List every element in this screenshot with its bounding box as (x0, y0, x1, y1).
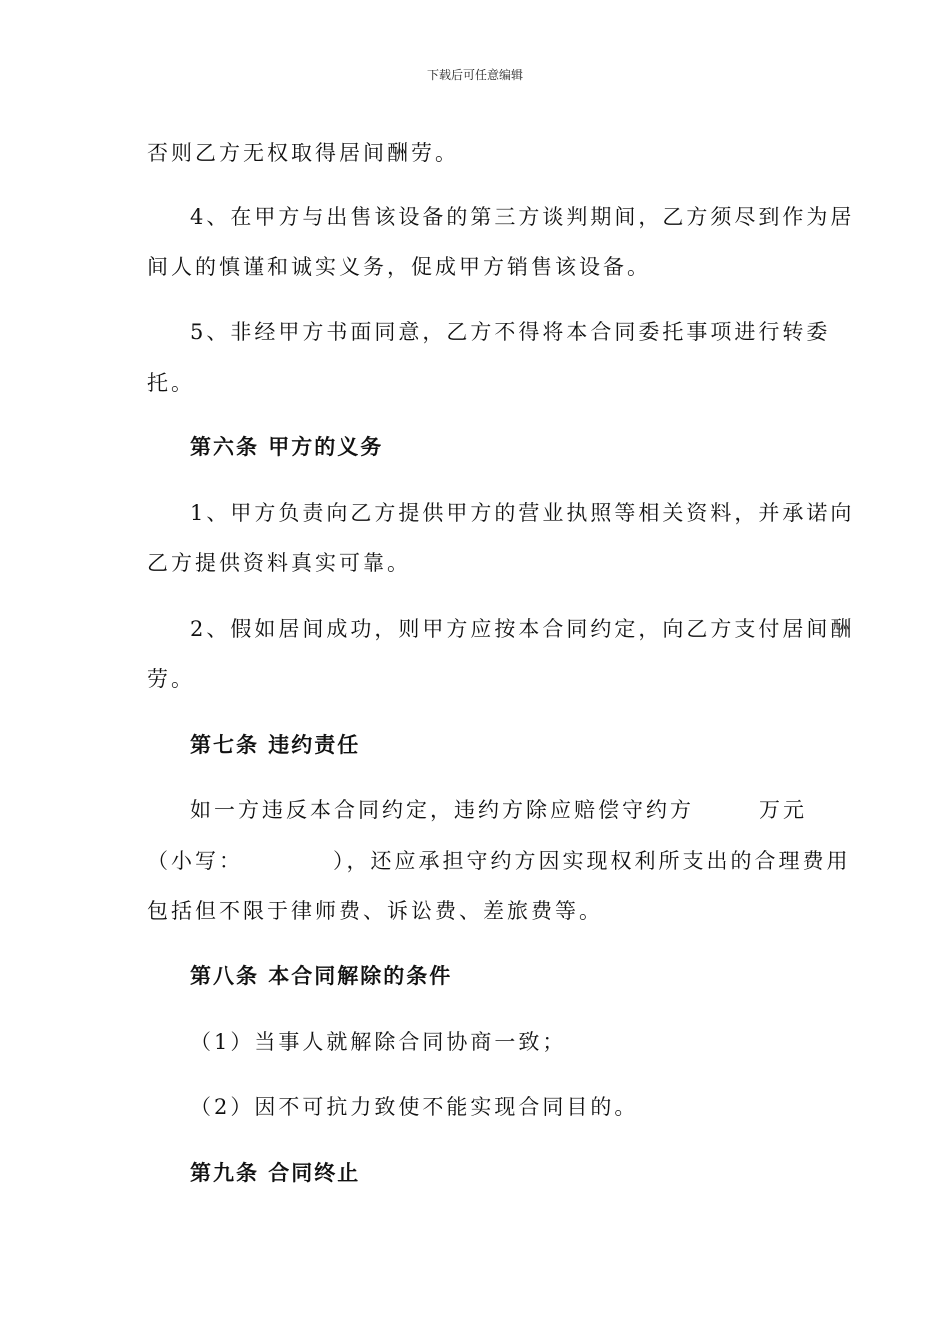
article-6-heading: 第六条 甲方的义务 (190, 434, 384, 459)
article-8-item-2: （2）因不可抗力致使不能实现合同目的。 (190, 1095, 639, 1119)
article-7-line-1 (190, 795, 807, 825)
clause-4-line-1 (190, 202, 855, 232)
clause-4-line-2: 间人的慎谨和诚实义务，促成甲方销售该设备。 (147, 255, 651, 279)
clause-4-text-1: 4、在甲方与出售该设备的第三方谈判期间，乙方须尽到作为居 (190, 205, 855, 229)
article-6-item-2-line-2: 劳。 (147, 667, 195, 691)
article-7-line-2 (147, 846, 851, 876)
clause-5-line-2: 托。 (147, 371, 195, 395)
article-7-line-3: 包括但不限于律师费、诉讼费、差旅费等。 (147, 899, 603, 923)
article-7-text-1a: 如一方违反本合同约定，违约方除应赔偿守约方 (190, 798, 694, 822)
paragraph-line: 否则乙方无权取得居间酬劳。 (147, 141, 459, 165)
article-7-heading: 第七条 违约责任 (190, 732, 361, 757)
article-6-item-2-line-1: 2、假如居间成功，则甲方应按本合同约定，向乙方支付居间酬 (190, 617, 855, 641)
article-7-text-2a: （小写： (147, 849, 243, 873)
article-8-item-1: （1）当事人就解除合同协商一致； (190, 1030, 567, 1054)
article-8-heading: 第八条 本合同解除的条件 (190, 963, 453, 988)
page-header: 下载后可任意编辑 (426, 68, 523, 82)
article-7-text-1b: 万元 (759, 798, 807, 822)
article-6-item-1-line-2: 乙方提供资料真实可靠。 (147, 551, 411, 575)
article-7-text-2b: ），还应承担守约方因实现权利所支出的合理费用 (333, 849, 851, 873)
article-9-heading: 第九条 合同终止 (190, 1160, 361, 1185)
article-6-item-1-line-1: 1、甲方负责向乙方提供甲方的营业执照等相关资料，并承诺向 (190, 501, 855, 525)
clause-5-line-1: 5、非经甲方书面同意，乙方不得将本合同委托事项进行转委 (190, 320, 831, 344)
